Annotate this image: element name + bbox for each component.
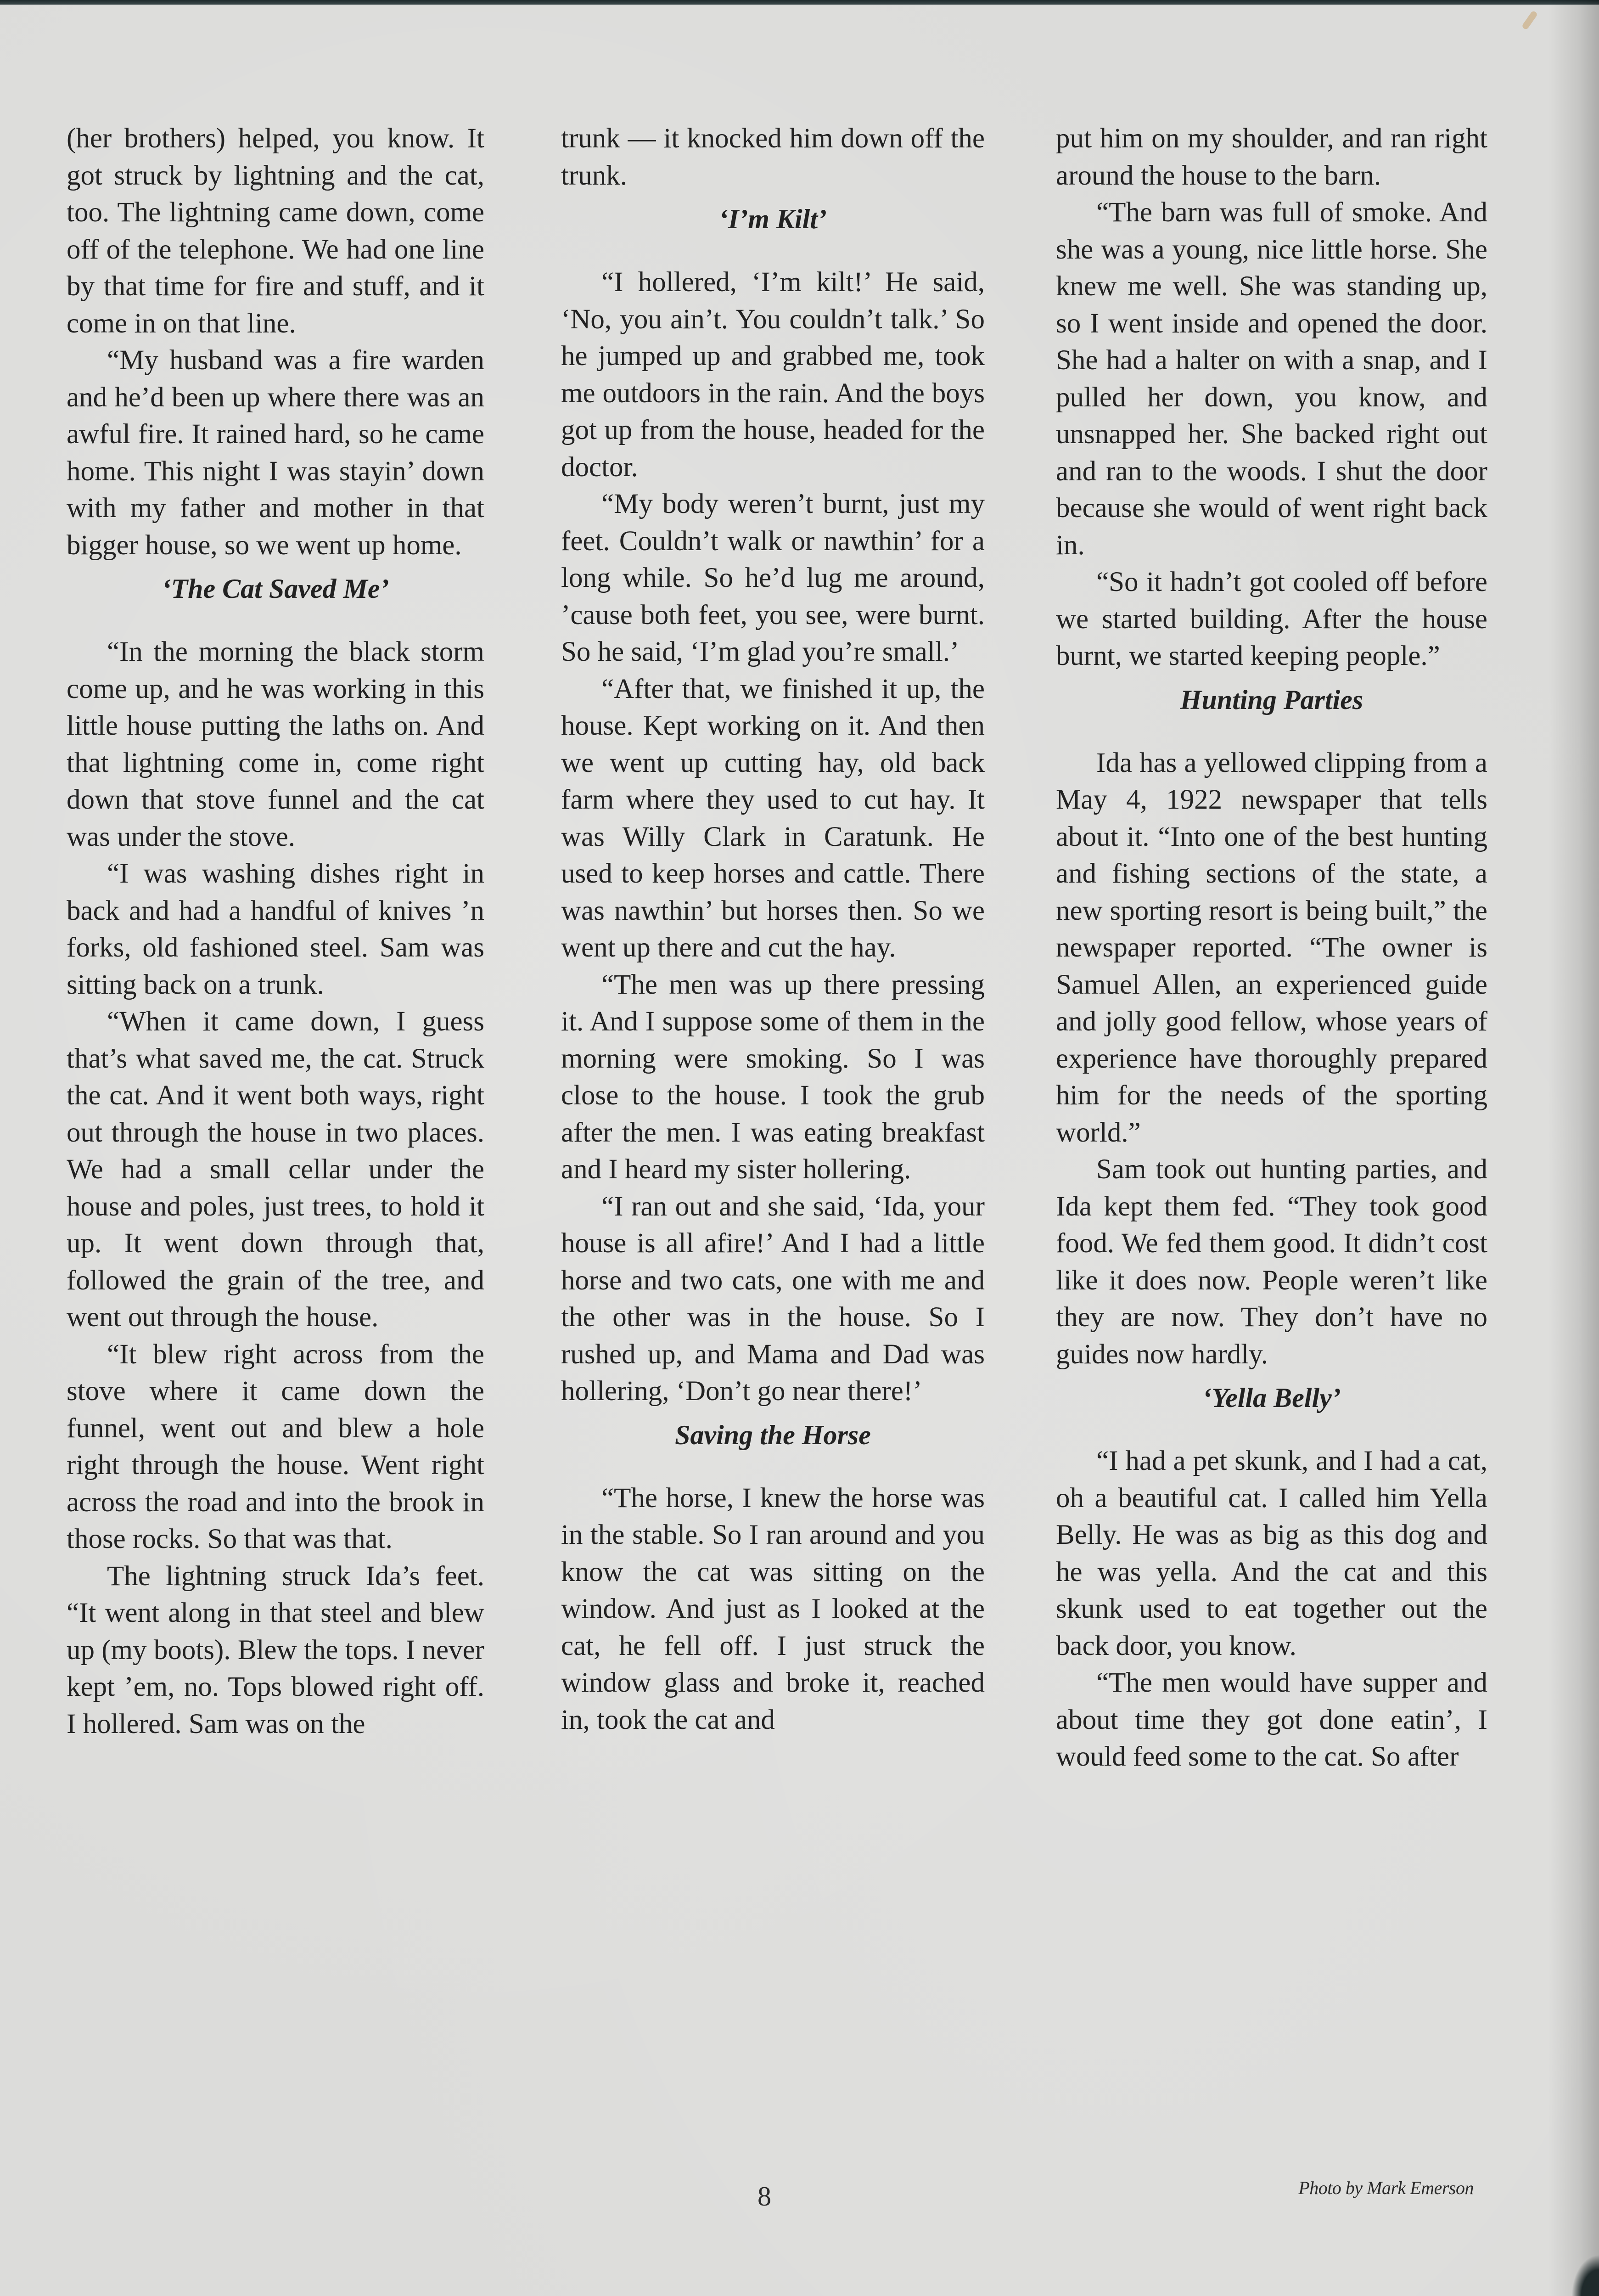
body-paragraph: “I hollered, ‘I’m kilt!’ He said, ‘No, you ain’t. You couldn’t talk.’ So he jumped up and grabbed me, took me outdoors in the rain. And the boys got up from the house, headed for the doctor. (561, 267, 985, 483)
body-paragraph: “I was washing dishes right in back and had a handful of knives ’n forks, old fashioned steel. Sam was sitting back on a trunk. (67, 858, 484, 1000)
body-paragraph: “I ran out and she said, ‘Ida, your house is all afire!’ And I had a little horse and two cats, one with me and the other was in the house. So I rushed up, and Mama and Dad was hollering, ‘Don’t go near there!’ (561, 1191, 985, 1407)
body-paragraph: “My husband was a fire warden and he’d been up where there was an awful fire. It rained hard, so he came home. This night I was stayin’ down with my father and mother in that bigger house, so we went up home. (67, 345, 484, 561)
body-paragraph: “When it came down, I guess that’s what saved me, the cat. Struck the cat. And it went both ways, right out through the house in two places. We had a small cellar under the house and poles, just trees, to hold it up. It went down through that, followed the grain of the tree, and went out through the house. (67, 1006, 484, 1333)
page-corner-curl (1571, 2255, 1599, 2296)
section-subheading: ‘The Cat Saved Me’ (162, 574, 389, 604)
body-paragraph: “So it hadn’t got cooled off before we started building. After the house burnt, we started keeping people.” (1056, 567, 1487, 671)
body-paragraph: trunk — it knocked him down off the trunk. (561, 123, 985, 191)
section-subheading: ‘I’m Kilt’ (719, 204, 827, 234)
body-paragraph: Ida has a yellowed clipping from a May 4, 1922 newspaper that tells about it. “Into one of the best hunting and fishing sections of the state, a new sporting resort is being built,” the newspaper reported. “The owner is Samuel Allen, an experienced guide and jolly good fellow, whose years of experience have thoroughly prepared him for the needs of the sporting world.” (1056, 747, 1487, 1148)
body-paragraph: “In the morning the black storm come up, and he was working in this little house putting the laths on. And that lightning come in, come right down that stove funnel and the cat was under the stove. (67, 636, 484, 852)
scan-top-border (0, 0, 1599, 5)
body-paragraph: “The men was up there pressing it. And I suppose some of them in the morning were smoking. So I was close to the house. I took the grub after the men. I was eating breakfast and I heard my sister hollering. (561, 969, 985, 1185)
body-paragraph: Sam took out hunting parties, and Ida kept them fed. “They took good food. We fed them good. It didn’t cost like it does now. People weren’t like they are now. They don’t have no guides now hardly. (1056, 1154, 1487, 1370)
page-number: 8 (757, 2181, 771, 2212)
body-paragraph: “The barn was full of smoke. And she was a young, nice little horse. She knew me well. She was standing up, so I went inside and opened the door. She had a halter on with a snap, and I pulled her down, you know, and unsnapped her. She backed right out and ran to the woods. I shut the door because she would of went right back in. (1056, 197, 1487, 561)
body-paragraph: “The horse, I knew the horse was in the stable. So I ran around and you know the cat was sitting on the window. And just as I looked at the cat, he fell off. I just struck the window glass and broke it, reached in, took the cat and (561, 1482, 985, 1735)
body-paragraph: (her brothers) helped, you know. It got struck by lightning and the cat, too. The lightning came down, come off of the telephone. We had one line by that time for fire and stuff, and it come in on that line. (67, 123, 484, 339)
body-paragraph: The lightning struck Ida’s feet. “It went along in that steel and blew up (my boots). Blew the tops. I never kept ’em, no. Tops blowed right off. I hollered. Sam was on the (67, 1560, 484, 1739)
text-column-2 (561, 120, 985, 1739)
body-paragraph: “The men would have supper and about time they got done eatin’, I would feed some to the cat. So after (1056, 1667, 1487, 1772)
text-column-1 (67, 120, 484, 1743)
body-paragraph: “After that, we finished it up, the house. Kept working on it. And then we went up cutting hay, old back farm where they used to cut hay. It was Willy Clark in Caratunk. He used to keep horses and cattle. There was nawthin’ but horses then. So we went up there and cut the hay. (561, 673, 985, 963)
body-paragraph: “It blew right across from the stove where it came down the funnel, went out and blew a hole right through the house. Went right across the road and into the brook in those rocks. So that was that. (67, 1339, 484, 1554)
section-subheading: Saving the Horse (675, 1419, 871, 1450)
page-gutter-shadow (1549, 0, 1599, 2296)
paper-stain (1521, 10, 1538, 30)
body-paragraph: “I had a pet skunk, and I had a cat, oh a beautiful cat. I called him Yella Belly. He was as big as this dog and he was yella. And the cat and this skunk used to eat together out the back door, you know. (1056, 1446, 1487, 1661)
photo-credit: Photo by Mark Emerson (1298, 2178, 1474, 2198)
section-subheading: Hunting Parties (1180, 684, 1363, 715)
section-subheading: ‘Yella Belly’ (1202, 1383, 1341, 1413)
body-paragraph: “My body weren’t burnt, just my feet. Couldn’t walk or nawthin’ for a long while. So he’d lug me around, ’cause both feet, you see, were burnt. So he said, ‘I’m glad you’re small.’ (561, 489, 985, 667)
text-column-3 (1056, 120, 1487, 1776)
body-paragraph: put him on my shoulder, and ran right around the house to the barn. (1056, 123, 1487, 191)
